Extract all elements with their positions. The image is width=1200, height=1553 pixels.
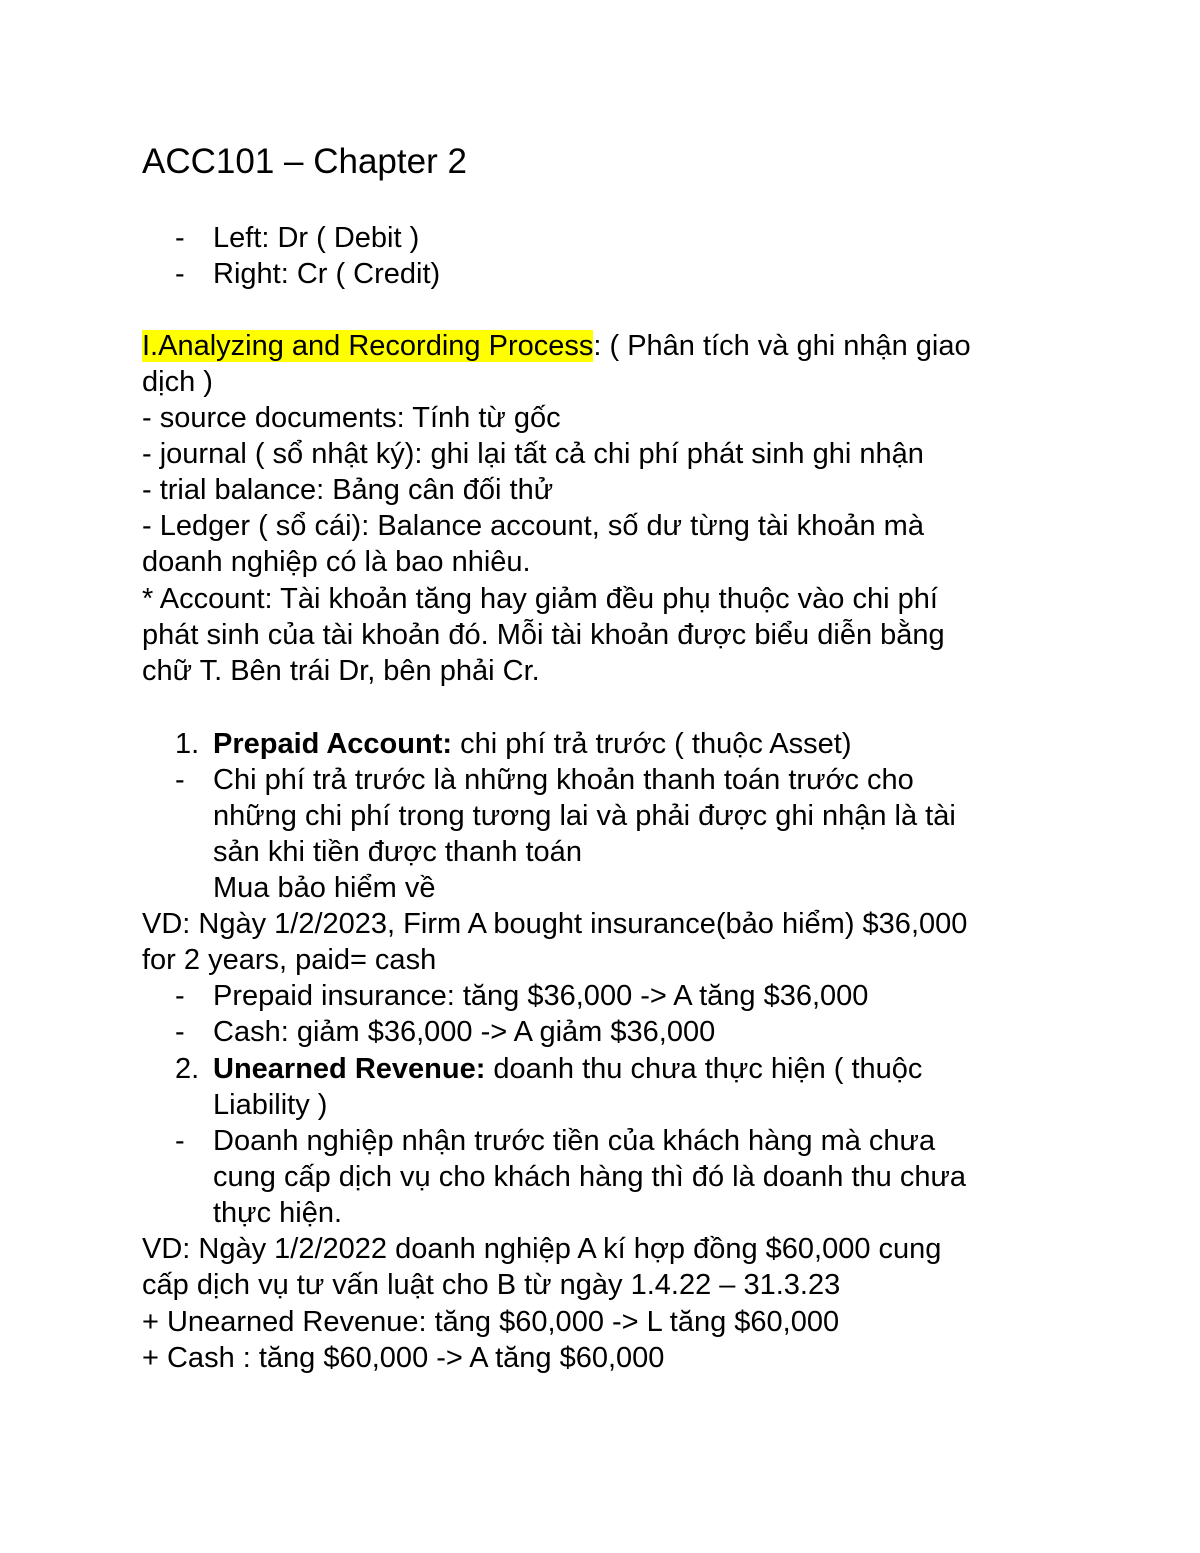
text-line: sản khi tiền được thanh toán <box>213 836 582 868</box>
list-item-bold: Prepaid Account: <box>213 728 453 760</box>
example-line: VD: Ngày 1/2/2022 doanh nghiệp A kí hợp đồng $60,000 cung <box>142 1233 942 1265</box>
text-line: chữ T. Bên trái Dr, bên phải Cr. <box>142 655 540 687</box>
list-number: 1. <box>175 728 200 760</box>
text-line: Chi phí trả trước là những khoản thanh toán trước cho <box>213 764 914 796</box>
bullet-right: Right: Cr ( Credit) <box>213 258 441 290</box>
section-heading-rest: : ( Phân tích và ghi nhận giao <box>593 330 971 362</box>
text-line: cung cấp dịch vụ cho khách hàng thì đó là doanh thu chưa <box>213 1161 967 1193</box>
text-line: Mua bảo hiểm về <box>213 872 436 904</box>
example-line: cấp dịch vụ tư vấn luật cho B từ ngày 1.4.22 – 31.3.23 <box>142 1269 841 1301</box>
effect-line: Prepaid insurance: tăng $36,000 -> A tăng $36,000 <box>213 980 869 1012</box>
text-line: Doanh nghiệp nhận trước tiền của khách hàng mà chưa <box>213 1125 936 1157</box>
bullet-dash: - <box>175 980 185 1012</box>
list-item-unearned <box>213 1051 922 1087</box>
section-heading-cont: dịch ) <box>142 366 213 398</box>
example-line: + Unearned Revenue: tăng $60,000 -> L tăng $60,000 <box>142 1306 840 1338</box>
text-line: thực hiện. <box>213 1197 343 1229</box>
list-number: 2. <box>175 1053 200 1085</box>
example-line: for 2 years, paid= cash <box>142 944 437 976</box>
section-heading <box>142 328 971 364</box>
text-line: * Account: Tài khoản tăng hay giảm đều phụ thuộc vào chi phí <box>142 583 938 615</box>
list-item-rest: chi phí trả trước ( thuộc Asset) <box>452 728 852 760</box>
text-line: doanh nghiệp có là bao nhiêu. <box>142 546 531 578</box>
example-line: + Cash : tăng $60,000 -> A tăng $60,000 <box>142 1342 665 1374</box>
section-heading-highlight: I.Analyzing and Recording Process <box>142 330 594 362</box>
text-line: - journal ( sổ nhật ký): ghi lại tất cả chi phí phát sinh ghi nhận <box>142 438 924 470</box>
text-line: - trial balance: Bảng cân đối thử <box>142 474 554 506</box>
list-item-prepaid <box>213 726 851 762</box>
bullet-dash: - <box>175 1125 185 1157</box>
text-line: những chi phí trong tương lai và phải được ghi nhận là tài <box>213 800 956 832</box>
bullet-dash: - <box>175 222 185 254</box>
bullet-dash: - <box>175 764 185 796</box>
effect-line: Cash: giảm $36,000 -> A giảm $36,000 <box>213 1016 716 1048</box>
bullet-dash: - <box>175 258 185 290</box>
example-line: VD: Ngày 1/2/2023, Firm A bought insurance(bảo hiểm) $36,000 <box>142 908 968 940</box>
text-line: phát sinh của tài khoản đó. Mỗi tài khoản được biểu diễn bằng <box>142 619 945 651</box>
list-item-bold: Unearned Revenue: <box>213 1053 486 1085</box>
bullet-dash: - <box>175 1016 185 1048</box>
page-title: ACC101 – Chapter 2 <box>142 142 467 181</box>
bullet-left: Left: Dr ( Debit ) <box>213 222 420 254</box>
text-line: - Ledger ( sổ cái): Balance account, số dư từng tài khoản mà <box>142 510 924 542</box>
text-line: Liability ) <box>213 1089 328 1121</box>
list-item-rest: doanh thu chưa thực hiện ( thuộc <box>485 1053 923 1085</box>
text-line: - source documents: Tính từ gốc <box>142 402 561 434</box>
